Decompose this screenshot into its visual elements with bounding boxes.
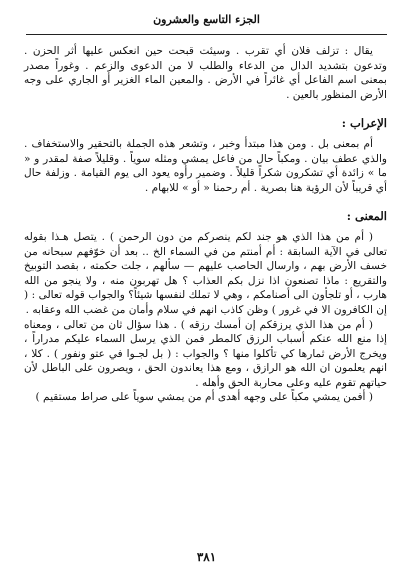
meaning-heading: المعنى : (346, 209, 387, 224)
meaning-line: بقوله تعالى في الآية السابقة : أم أمنتم من في السماء الخ .. بعد أن خوّفهم سبحانه (24, 230, 387, 258)
meaning-line: من خسف الأرض بهم ، وارسال الحاصب عليهم — سألهم ، جلت حكمته ، (24, 245, 387, 273)
page-number: ٣٨١ (196, 550, 217, 564)
meaning-line: ( أفمن يمشي مكباً على وجهه أهدى أم من يمشي سوياً على صراط مستقيم ) (35, 391, 373, 404)
meaning-line: ويخرج الأرض ثمارها كي تأكلوا منها ؟ والجواب : ( بل لجـوا في عتو (89, 347, 387, 360)
irab-line: و « ما » زائدة أي تشكرون شكراً قليلاً . وضمير رأوه يعود الى يوم القيامة . (24, 152, 387, 180)
intro-paragraph (24, 44, 387, 102)
intro-line: الأرض المنظور بالعين . (286, 88, 387, 101)
running-header: الجزء التاسع والعشرون (153, 13, 260, 26)
intro-line: بمعنى اسم الفاعل أي غائراً في الأرض . والمعين الماء الغزير أو الجاري على وجه (24, 74, 387, 87)
meaning-line: ويصرون على الباطل لأن حياتهم تقوم عليه وعلى محاربة الحق وأهله . (24, 362, 387, 389)
meaning-paragraph-3 (24, 390, 387, 405)
meaning-line: ولا ينجو من الله هارب ، أو تلجأون الى أصنامكم ، وهي لا تملك لنفسها شيئاً؟ (24, 274, 387, 302)
meaning-paragraph-2 (24, 318, 387, 391)
irab-line: والذي عطف بيان . ومكباً حال من فاعل يمشي ومثله سوياً . وقليلاً صفة لمقدر (43, 152, 388, 165)
page-body (24, 44, 387, 405)
meaning-line: بقصد التوبيخ والتقريع : ماذا تصنعون اذا نزل بكم العذاب ؟ هل تهربون منه ، (24, 260, 387, 287)
intro-line: وتدعون بتشديد الدال من الدعاء والطلب لا من الدعوى والزعم . وغوراً مصدر (24, 59, 387, 72)
meaning-line: وأمان من غضب الله وعقابه . (25, 303, 154, 316)
meaning-line: ومعناه إذا منع الله عنكم أسباب الرزق كالمطر فمن الذي يرسل السماء عليكم مدراراً ، (24, 318, 387, 346)
irab-heading: الإعراب : (341, 116, 387, 131)
meaning-paragraph-1 (24, 230, 387, 318)
meaning-line: ( أم من هذا الذي هو جند لكم ينصركم من دون الرحمن ) . يتصل هـذا (51, 230, 373, 243)
meaning-line: ونفور ) . كلا ، انهم يعلمون ان الله هو الرازق ، ومع هذا يعاندون الحق ، (24, 347, 388, 375)
irab-line: أم بمعنى بل . ومن هذا مبتدأ وخبر ، وتشعر هذه الجملة بالتحقير والاستخفاف . (24, 137, 373, 150)
intro-line: يقال : تزلف فلان أي تقرب . وسيئت قبحت حين انعكس عليها أثر الحزن . (24, 45, 373, 57)
meaning-line: ( أم من هذا الذي يرزقكم إن أمسك رزقه ) . هذا سؤال ثان من تعالى ، (55, 318, 373, 331)
header-divider (26, 34, 387, 35)
meaning-line: والجواب قوله تعالى : ( إن الكافرون الا في غرور ) وظن كاذب انهم في سلام (24, 289, 387, 316)
irab-paragraph (24, 137, 387, 195)
irab-line: وزلفة حال أي قريباً لأن الرؤية هنا بصرية . أم رحمنا « أو » للابهام . (24, 167, 387, 194)
